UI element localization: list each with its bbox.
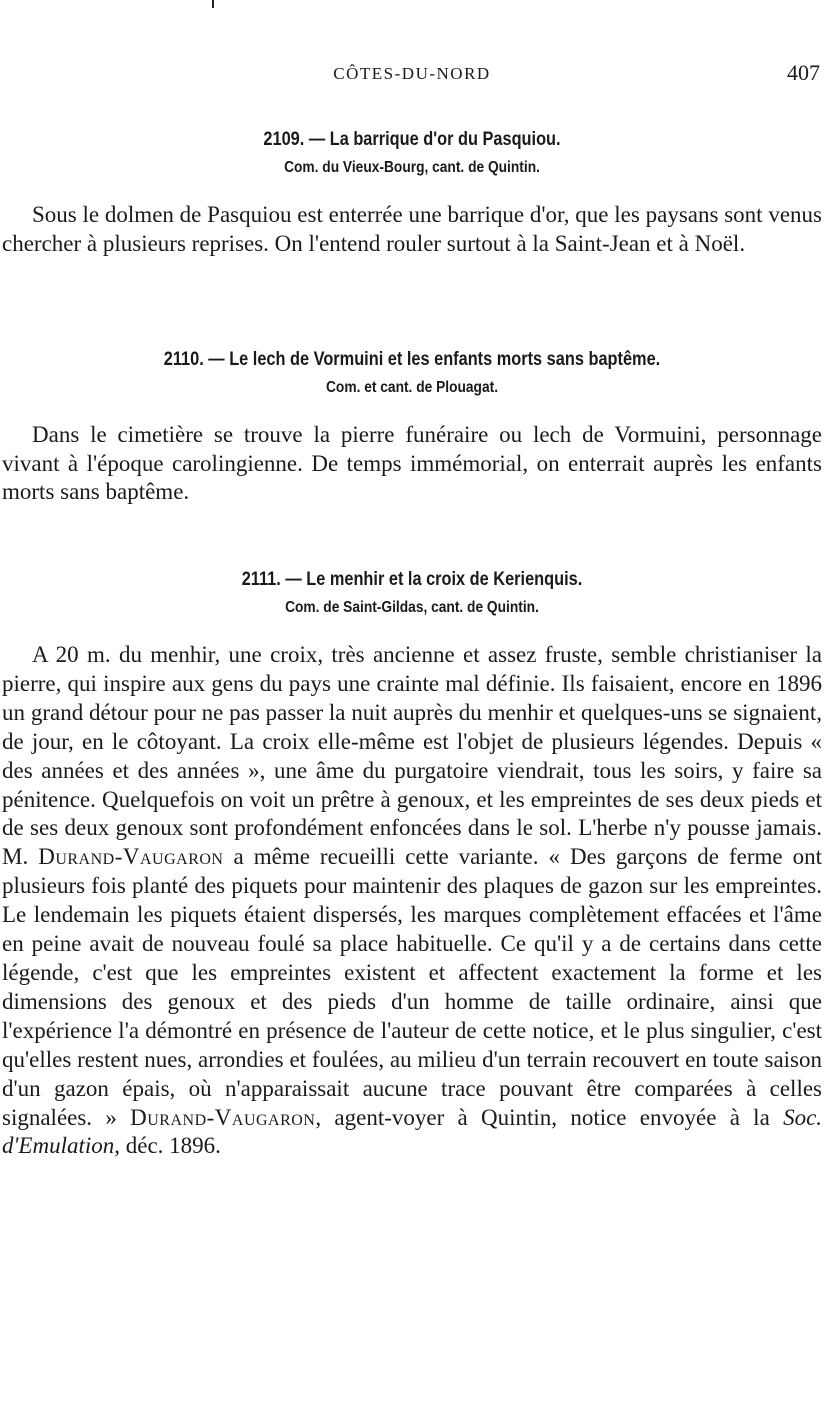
entry-location: Com. de Saint-Gildas, cant. de Quintin.: [285, 599, 539, 616]
running-title: CÔTES-DU-NORD: [333, 64, 491, 83]
entry-location: Com. du Vieux-Bourg, cant. de Quintin.: [284, 159, 540, 176]
entry-2110: [0, 345, 824, 530]
entry-location: Com. et cant. de Plouagat.: [325, 379, 499, 396]
running-header: [0, 60, 824, 90]
entry-body-part-2: a même recueilli cette variante. « Des garçons de ferme ont plusieurs fois planté des piquets pour maintenir des plaques de gazon sur les empreintes. Le lendemain les piquets étaient dispersés, les marques complètement effacées et l'âme en peine avait de nouveau foulé sa place habituelle. Ce qu'il y a de certains dans cette légende, c'est que les empreintes existent et affectent exactement la forme et les dimensions des genoux et des pieds d'un homme de taille ordinaire, ainsi que l'expérience l'a démontré en présence de l'auteur de cette notice, et le plus singulier, c'est qu'elles restent nues, arrondies et foulées, au milieu d'un terrain recouvert en toute saison d'un gazon épais, où n'apparaissait aucune trace pouvant être comparées à celles signalées. »: [2, 844, 823, 1130]
entry-body: [0, 641, 824, 1161]
entry-body-part-4: , déc. 1896.: [114, 1133, 221, 1159]
page-number: 407: [787, 60, 820, 85]
entry-body: [0, 201, 824, 258]
entry-2109: [0, 125, 824, 281]
scan-mark: [212, 0, 214, 8]
entry-2111: [0, 565, 824, 1184]
entry-body-part-3: , agent-voyer à Quintin, notice envoyée à la: [315, 1104, 770, 1130]
entry-heading: 2109. — La barrique d'or du Pasquiou.: [263, 129, 561, 150]
author-name: Durand-Vaugaron: [38, 844, 224, 870]
entry-heading: 2111. — Le menhir et la croix de Kerienquis.: [241, 569, 583, 590]
entry-body-text: Dans le cimetière se trouve la pierre funéraire ou lech de Vormuini, personnage vivant à l'époque carolingienne. De temps immémorial, on enterrait auprès les enfants morts sans baptême.: [2, 422, 822, 505]
author-name: Durand-Vaugaron: [130, 1104, 316, 1130]
entry-body: [0, 421, 824, 507]
entry-heading: 2110. — Le lech de Vormuini et les enfants morts sans baptême.: [163, 349, 661, 370]
entry-body-text: Sous le dolmen de Pasquiou est enterrée une barrique d'or, que les paysans sont venus chercher à plusieurs reprises. On l'entend rouler surtout à la Saint-Jean et à Noël.: [2, 202, 822, 256]
source-title: Soc. d'Emulation: [2, 1104, 823, 1159]
entry-body-part-1: A 20 m. du menhir, une croix, très ancienne et assez fruste, semble christianiser la pierre, qui inspire aux gens du pays une crainte mal définie. Ils faisaient, encore en 1896 un grand détour pour ne pas passer la nuit auprès du menhir et quelques-uns se signaient, de jour, en le côtoyant. La croix elle-même est l'objet de plusieurs légendes. Depuis « des années et des années », une âme du purgatoire viendrait, tous les soirs, y faire sa pénitence. Quelquefois on voit un prêtre à genoux, et les empreintes de ses deux pieds et de ses deux genoux sont profondément enfoncées dans le sol. L'herbe n'y pousse jamais. M.: [2, 642, 822, 870]
